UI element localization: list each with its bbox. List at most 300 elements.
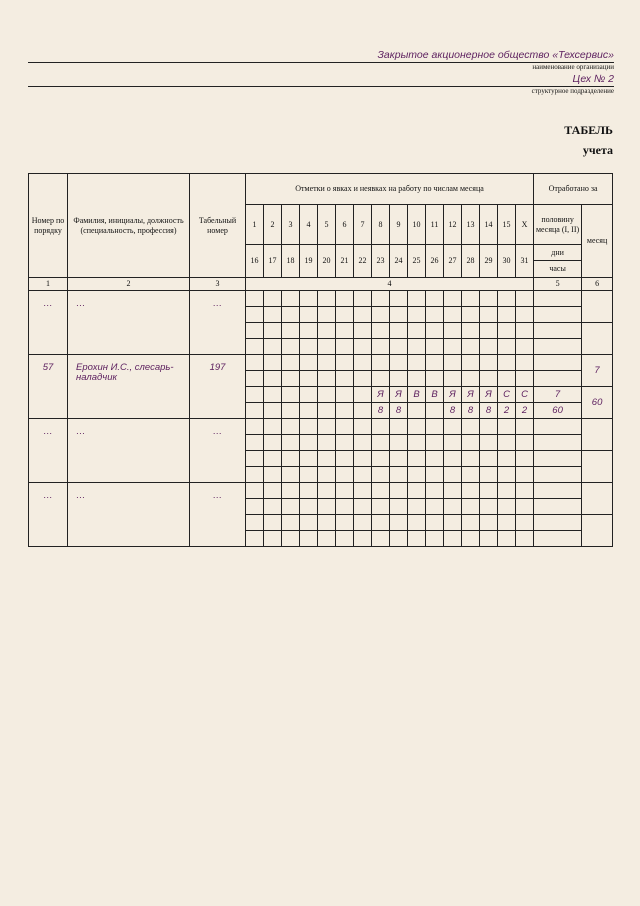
mark-cell: [246, 499, 264, 515]
half-month-cell: [534, 307, 582, 323]
organization-name: Закрытое акционерное общество «Техсервис»: [377, 49, 614, 61]
department-name: Цех № 2: [572, 73, 614, 85]
day-header: 20: [318, 245, 336, 278]
mark-cell: [282, 435, 300, 451]
day-header: 19: [300, 245, 318, 278]
header-half-month: половину месяца (I, II): [534, 205, 582, 245]
mark-cell: [318, 483, 336, 499]
mark-cell: [480, 419, 498, 435]
mark-cell: [246, 291, 264, 307]
header-tabel-number: Табельный номер: [190, 174, 246, 278]
day-header: 17: [264, 245, 282, 278]
mark-cell: [318, 499, 336, 515]
mark-cell: [354, 467, 372, 483]
table-row: [29, 291, 613, 307]
mark-cell: [372, 371, 390, 387]
mark-cell: [282, 451, 300, 467]
header-number: Номер по порядку: [29, 174, 68, 278]
month-hours-cell: 60: [582, 387, 613, 419]
mark-cell: [444, 515, 462, 531]
mark-cell: [264, 323, 282, 339]
mark-cell: [390, 419, 408, 435]
mark-cell: Я: [390, 387, 408, 403]
header-marks: Отметки о явках и неявках на работу по числам месяца: [246, 174, 534, 205]
mark-cell: [390, 339, 408, 355]
day-header: 30: [498, 245, 516, 278]
mark-cell: [336, 339, 354, 355]
employee-number: …: [29, 483, 68, 547]
mark-cell: [444, 355, 462, 371]
mark-cell: [480, 355, 498, 371]
mark-cell: [264, 387, 282, 403]
mark-cell: [426, 483, 444, 499]
half-month-cell: [534, 467, 582, 483]
mark-cell: [336, 467, 354, 483]
mark-cell: [354, 483, 372, 499]
mark-cell: Я: [444, 387, 462, 403]
mark-cell: [516, 467, 534, 483]
half-month-cell: [534, 515, 582, 531]
employee-name: …: [68, 291, 190, 355]
mark-cell: [246, 483, 264, 499]
mark-cell: [462, 467, 480, 483]
mark-cell: [408, 307, 426, 323]
mark-cell: [426, 451, 444, 467]
mark-cell: [282, 403, 300, 419]
department-caption: структурное подразделение: [531, 87, 614, 95]
mark-cell: [462, 323, 480, 339]
mark-cell: [516, 499, 534, 515]
employee-number: …: [29, 291, 68, 355]
mark-cell: [408, 339, 426, 355]
mark-cell: [426, 339, 444, 355]
mark-cell: [246, 403, 264, 419]
mark-cell: [372, 323, 390, 339]
mark-cell: [444, 467, 462, 483]
mark-cell: [480, 291, 498, 307]
mark-cell: [264, 419, 282, 435]
month-hours-cell: [582, 323, 613, 355]
mark-cell: [444, 419, 462, 435]
mark-cell: [354, 339, 372, 355]
mark-cell: [318, 435, 336, 451]
month-days-cell: 7: [582, 355, 613, 387]
mark-cell: [336, 291, 354, 307]
mark-cell: [390, 515, 408, 531]
day-header: 31: [516, 245, 534, 278]
mark-cell: [246, 323, 264, 339]
mark-cell: [300, 323, 318, 339]
mark-cell: [516, 371, 534, 387]
mark-cell: [444, 291, 462, 307]
month-days-cell: [582, 291, 613, 323]
mark-cell: [354, 371, 372, 387]
mark-cell: [282, 371, 300, 387]
day-header: 9: [390, 205, 408, 245]
month-days-cell: [582, 419, 613, 451]
mark-cell: [462, 291, 480, 307]
half-month-cell: [534, 419, 582, 435]
mark-cell: [336, 419, 354, 435]
mark-cell: [516, 339, 534, 355]
mark-cell: [498, 467, 516, 483]
mark-cell: [246, 435, 264, 451]
mark-cell: [372, 451, 390, 467]
mark-cell: [498, 291, 516, 307]
mark-cell: [498, 323, 516, 339]
mark-cell: [390, 323, 408, 339]
mark-cell: [516, 307, 534, 323]
day-header: 11: [426, 205, 444, 245]
mark-cell: [354, 403, 372, 419]
mark-cell: [246, 451, 264, 467]
column-number: 2: [68, 278, 190, 291]
mark-cell: [426, 355, 444, 371]
mark-cell: [516, 355, 534, 371]
mark-cell: [516, 435, 534, 451]
half-month-cell: [534, 531, 582, 547]
mark-cell: [390, 371, 408, 387]
mark-cell: 8: [462, 403, 480, 419]
mark-cell: [498, 307, 516, 323]
mark-cell: 8: [372, 403, 390, 419]
mark-cell: [372, 419, 390, 435]
mark-cell: [336, 371, 354, 387]
mark-cell: [408, 499, 426, 515]
mark-cell: [426, 419, 444, 435]
header-worked: Отработано за: [534, 174, 613, 205]
mark-cell: [480, 483, 498, 499]
mark-cell: [300, 531, 318, 547]
mark-cell: [372, 291, 390, 307]
mark-cell: [336, 531, 354, 547]
mark-cell: [336, 307, 354, 323]
employee-tabel-number: …: [190, 291, 246, 355]
mark-cell: [390, 435, 408, 451]
mark-cell: [282, 307, 300, 323]
mark-cell: [372, 435, 390, 451]
mark-cell: [444, 531, 462, 547]
mark-cell: [372, 499, 390, 515]
mark-cell: Я: [462, 387, 480, 403]
mark-cell: [282, 531, 300, 547]
mark-cell: [498, 531, 516, 547]
mark-cell: [318, 419, 336, 435]
employee-name: Ерохин И.С., слесарь-наладчик: [68, 355, 190, 419]
mark-cell: [516, 323, 534, 339]
mark-cell: [426, 435, 444, 451]
day-header: 25: [408, 245, 426, 278]
day-header: 24: [390, 245, 408, 278]
mark-cell: [282, 291, 300, 307]
mark-cell: [498, 499, 516, 515]
mark-cell: [408, 531, 426, 547]
mark-cell: [408, 435, 426, 451]
mark-cell: [426, 499, 444, 515]
mark-cell: Я: [480, 387, 498, 403]
day-header: 28: [462, 245, 480, 278]
mark-cell: [390, 467, 408, 483]
half-month-cell: [534, 435, 582, 451]
mark-cell: [318, 531, 336, 547]
mark-cell: [282, 499, 300, 515]
mark-cell: [408, 515, 426, 531]
day-header: 6: [336, 205, 354, 245]
mark-cell: [516, 483, 534, 499]
mark-cell: [408, 419, 426, 435]
table-row: [29, 483, 613, 499]
day-header: 7: [354, 205, 372, 245]
mark-cell: [426, 515, 444, 531]
mark-cell: [498, 435, 516, 451]
mark-cell: [282, 467, 300, 483]
mark-cell: [516, 451, 534, 467]
mark-cell: [300, 515, 318, 531]
employee-tabel-number: …: [190, 419, 246, 483]
mark-cell: [390, 451, 408, 467]
mark-cell: [264, 339, 282, 355]
mark-cell: [390, 499, 408, 515]
employee-name: …: [68, 483, 190, 547]
mark-cell: [300, 499, 318, 515]
mark-cell: [264, 483, 282, 499]
mark-cell: [426, 307, 444, 323]
mark-cell: [354, 307, 372, 323]
mark-cell: [300, 339, 318, 355]
day-header: 16: [246, 245, 264, 278]
mark-cell: [462, 419, 480, 435]
mark-cell: [462, 307, 480, 323]
mark-cell: [480, 435, 498, 451]
column-number: 5: [534, 278, 582, 291]
mark-cell: [282, 515, 300, 531]
employee-name: …: [68, 419, 190, 483]
half-month-cell: [534, 291, 582, 307]
mark-cell: [390, 355, 408, 371]
mark-cell: [462, 483, 480, 499]
mark-cell: [354, 387, 372, 403]
day-header: 26: [426, 245, 444, 278]
mark-cell: [462, 531, 480, 547]
month-days-cell: [582, 483, 613, 515]
timesheet-table: [28, 173, 613, 547]
mark-cell: [444, 323, 462, 339]
mark-cell: [426, 371, 444, 387]
organization-caption: наименование организации: [532, 63, 614, 71]
half-month-cell: [534, 323, 582, 339]
mark-cell: [390, 307, 408, 323]
mark-cell: 8: [390, 403, 408, 419]
mark-cell: [480, 467, 498, 483]
half-month-cell: [534, 451, 582, 467]
mark-cell: [300, 467, 318, 483]
mark-cell: [246, 387, 264, 403]
mark-cell: [462, 339, 480, 355]
half-month-cell: [534, 339, 582, 355]
mark-cell: [300, 371, 318, 387]
mark-cell: [462, 355, 480, 371]
mark-cell: [354, 499, 372, 515]
day-header: 27: [444, 245, 462, 278]
department-block: [28, 73, 614, 96]
mark-cell: [264, 371, 282, 387]
day-header: X: [516, 205, 534, 245]
mark-cell: [318, 467, 336, 483]
mark-cell: 8: [444, 403, 462, 419]
mark-cell: [408, 403, 426, 419]
mark-cell: 2: [498, 403, 516, 419]
mark-cell: [336, 515, 354, 531]
mark-cell: [426, 323, 444, 339]
header-name: Фамилия, инициалы, должность (специальность, профессия): [68, 174, 190, 278]
mark-cell: [444, 499, 462, 515]
column-number: 6: [582, 278, 613, 291]
mark-cell: [480, 307, 498, 323]
mark-cell: [282, 483, 300, 499]
mark-cell: [444, 451, 462, 467]
mark-cell: [372, 307, 390, 323]
table-row: [29, 355, 613, 371]
mark-cell: [318, 403, 336, 419]
mark-cell: [372, 355, 390, 371]
mark-cell: [318, 291, 336, 307]
mark-cell: [462, 451, 480, 467]
mark-cell: [354, 355, 372, 371]
mark-cell: [444, 371, 462, 387]
mark-cell: [498, 339, 516, 355]
mark-cell: [462, 515, 480, 531]
mark-cell: [336, 483, 354, 499]
mark-cell: [264, 531, 282, 547]
half-month-cell: 7: [534, 387, 582, 403]
mark-cell: [480, 323, 498, 339]
mark-cell: [282, 323, 300, 339]
day-header: 10: [408, 205, 426, 245]
employee-number: …: [29, 419, 68, 483]
mark-cell: [480, 339, 498, 355]
column-number: 4: [246, 278, 534, 291]
mark-cell: [336, 451, 354, 467]
mark-cell: [264, 307, 282, 323]
mark-cell: [264, 515, 282, 531]
day-header: 21: [336, 245, 354, 278]
mark-cell: [480, 531, 498, 547]
mark-cell: [372, 339, 390, 355]
mark-cell: [390, 483, 408, 499]
employee-tabel-number: …: [190, 483, 246, 547]
mark-cell: [372, 483, 390, 499]
mark-cell: [444, 483, 462, 499]
mark-cell: [246, 355, 264, 371]
mark-cell: [444, 307, 462, 323]
day-header: 4: [300, 205, 318, 245]
month-hours-cell: [582, 451, 613, 483]
mark-cell: [282, 419, 300, 435]
employee-tabel-number: 197: [190, 355, 246, 419]
mark-cell: [264, 403, 282, 419]
mark-cell: [264, 499, 282, 515]
month-hours-cell: [582, 515, 613, 547]
organization-block: [28, 49, 614, 72]
mark-cell: [336, 387, 354, 403]
mark-cell: [372, 467, 390, 483]
mark-cell: [480, 451, 498, 467]
mark-cell: [336, 323, 354, 339]
mark-cell: [264, 451, 282, 467]
mark-cell: [408, 323, 426, 339]
mark-cell: [426, 531, 444, 547]
column-number: 1: [29, 278, 68, 291]
mark-cell: [516, 515, 534, 531]
mark-cell: [264, 435, 282, 451]
mark-cell: [300, 387, 318, 403]
mark-cell: [246, 531, 264, 547]
mark-cell: [444, 435, 462, 451]
table-row: [29, 419, 613, 435]
half-month-cell: [534, 483, 582, 499]
header-hours: часы: [549, 264, 566, 273]
day-header: 14: [480, 205, 498, 245]
mark-cell: [426, 291, 444, 307]
mark-cell: [354, 323, 372, 339]
mark-cell: [408, 467, 426, 483]
mark-cell: [246, 371, 264, 387]
mark-cell: [498, 515, 516, 531]
mark-cell: [372, 515, 390, 531]
mark-cell: [354, 451, 372, 467]
mark-cell: [336, 403, 354, 419]
mark-cell: [318, 307, 336, 323]
day-header: 29: [480, 245, 498, 278]
mark-cell: [426, 403, 444, 419]
mark-cell: [264, 355, 282, 371]
mark-cell: [462, 435, 480, 451]
column-number: 3: [190, 278, 246, 291]
header-month: месяц: [582, 205, 613, 278]
mark-cell: [318, 451, 336, 467]
day-header: 13: [462, 205, 480, 245]
day-header: 3: [282, 205, 300, 245]
mark-cell: [462, 499, 480, 515]
mark-cell: [408, 483, 426, 499]
mark-cell: [354, 531, 372, 547]
mark-cell: [516, 531, 534, 547]
mark-cell: [300, 403, 318, 419]
mark-cell: [480, 515, 498, 531]
mark-cell: С: [516, 387, 534, 403]
mark-cell: [480, 371, 498, 387]
mark-cell: [354, 419, 372, 435]
mark-cell: [246, 307, 264, 323]
day-header: 1: [246, 205, 264, 245]
day-header: 23: [372, 245, 390, 278]
day-header: 8: [372, 205, 390, 245]
mark-cell: [354, 435, 372, 451]
day-header: 15: [498, 205, 516, 245]
mark-cell: [336, 435, 354, 451]
day-header: 12: [444, 205, 462, 245]
mark-cell: [318, 339, 336, 355]
mark-cell: [318, 515, 336, 531]
title-tabel: ТАБЕЛЬ: [564, 123, 613, 137]
mark-cell: [318, 355, 336, 371]
mark-cell: [264, 467, 282, 483]
mark-cell: [300, 355, 318, 371]
mark-cell: [498, 451, 516, 467]
day-header: 5: [318, 205, 336, 245]
mark-cell: [354, 291, 372, 307]
mark-cell: Я: [372, 387, 390, 403]
